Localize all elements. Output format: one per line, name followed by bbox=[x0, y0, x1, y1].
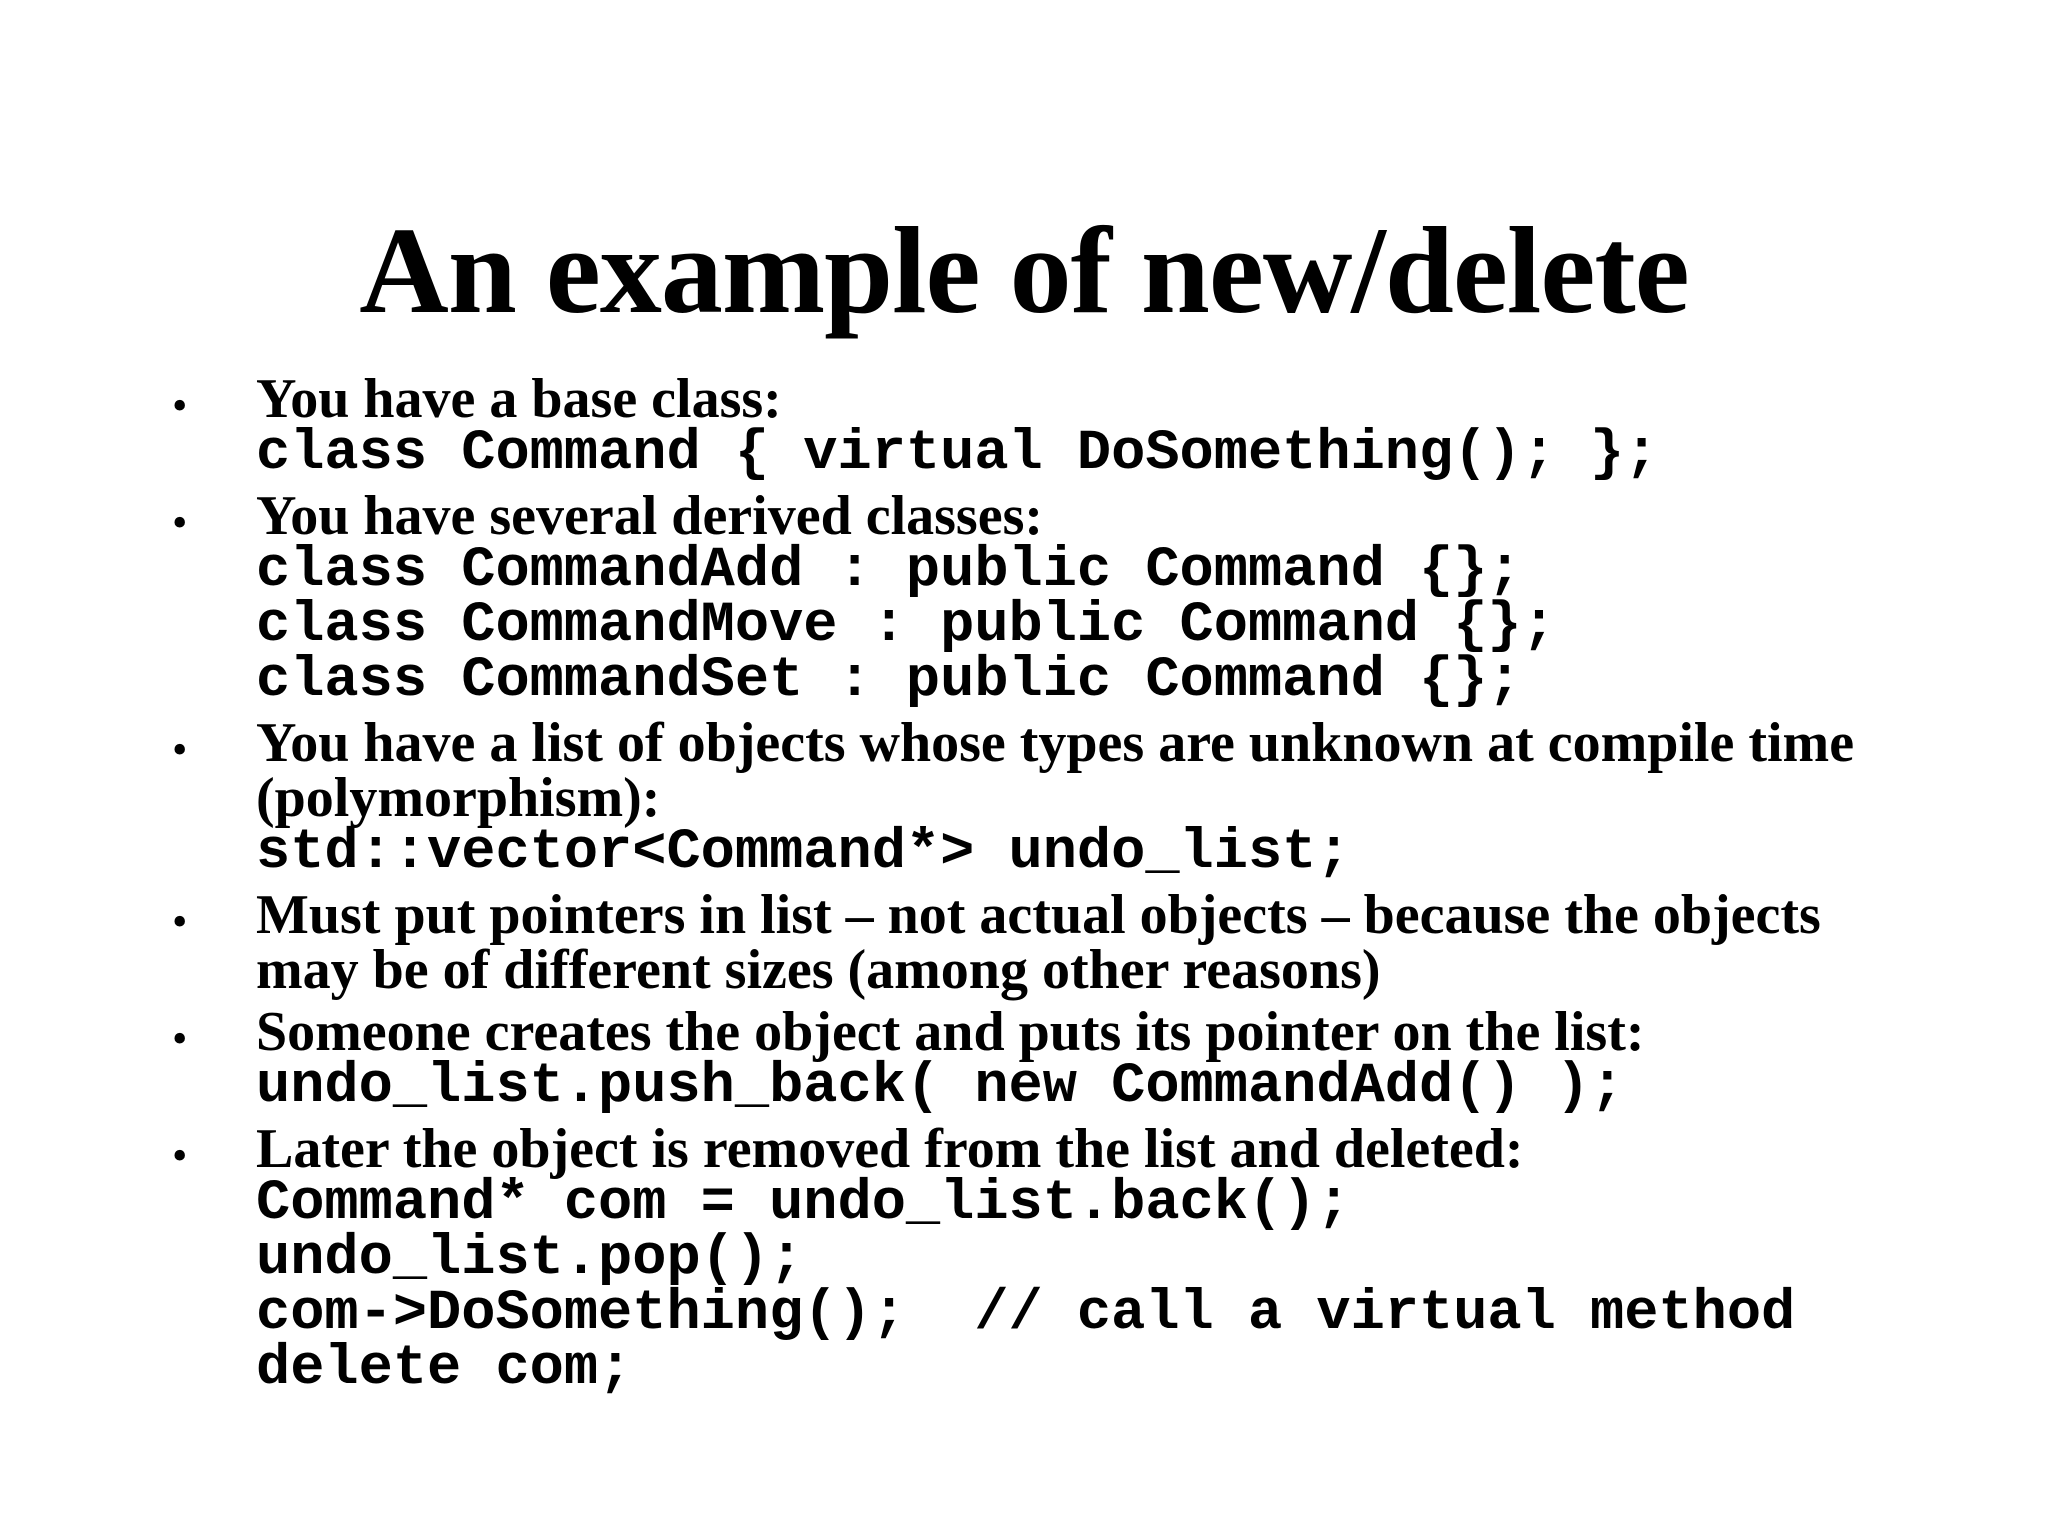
code-line: undo_list.push_back( new CommandAdd() ); bbox=[256, 1055, 1625, 1119]
bullet-text: Must put pointers in list – not actual objects – because the objects bbox=[256, 884, 1821, 946]
code-line: class Command { virtual DoSomething(); }; bbox=[256, 422, 1659, 486]
bullet-list bbox=[172, 368, 2012, 1404]
code-line: class CommandAdd : public Command {}; bbox=[256, 539, 1522, 603]
bullet-text: Someone creates the object and puts its pointer on the list: bbox=[256, 1001, 1645, 1063]
bullet-dot-icon: • bbox=[172, 381, 188, 430]
bullet-text: You have several derived classes: bbox=[256, 485, 1044, 547]
bullet-item bbox=[172, 368, 2012, 486]
bullet-dot-icon: • bbox=[172, 897, 188, 946]
code-line: com->DoSomething(); // call a virtual method bbox=[256, 1282, 1796, 1346]
bullet-item bbox=[172, 485, 2012, 713]
bullet-dot-icon: • bbox=[172, 1131, 188, 1180]
code-line: Command* com = undo_list.back(); bbox=[256, 1172, 1351, 1236]
code-line: undo_list.pop(); bbox=[256, 1227, 804, 1291]
code-line: std::vector<Command*> undo_list; bbox=[256, 821, 1351, 885]
bullet-dot-icon: • bbox=[172, 725, 188, 774]
bullet-text: You have a list of objects whose types are unknown at compile time bbox=[256, 712, 1855, 774]
bullet-text: You have a base class: bbox=[256, 368, 782, 430]
bullet-item bbox=[172, 1118, 2012, 1401]
bullet-item bbox=[172, 1001, 2012, 1119]
bullet-text: may be of different sizes (among other reasons) bbox=[256, 939, 1381, 1001]
code-line: delete com; bbox=[256, 1337, 633, 1401]
slide-title: An example of new/delete bbox=[359, 202, 1689, 339]
code-line: class CommandSet : public Command {}; bbox=[256, 649, 1522, 713]
bullet-item bbox=[172, 712, 2012, 885]
bullet-text: Later the object is removed from the list and deleted: bbox=[256, 1118, 1524, 1180]
bullet-dot-icon: • bbox=[172, 1014, 188, 1063]
bullet-item bbox=[172, 884, 2012, 1001]
code-line: class CommandMove : public Command {}; bbox=[256, 594, 1556, 658]
bullet-text: (polymorphism): bbox=[256, 767, 661, 829]
bullet-dot-icon: • bbox=[172, 498, 188, 547]
